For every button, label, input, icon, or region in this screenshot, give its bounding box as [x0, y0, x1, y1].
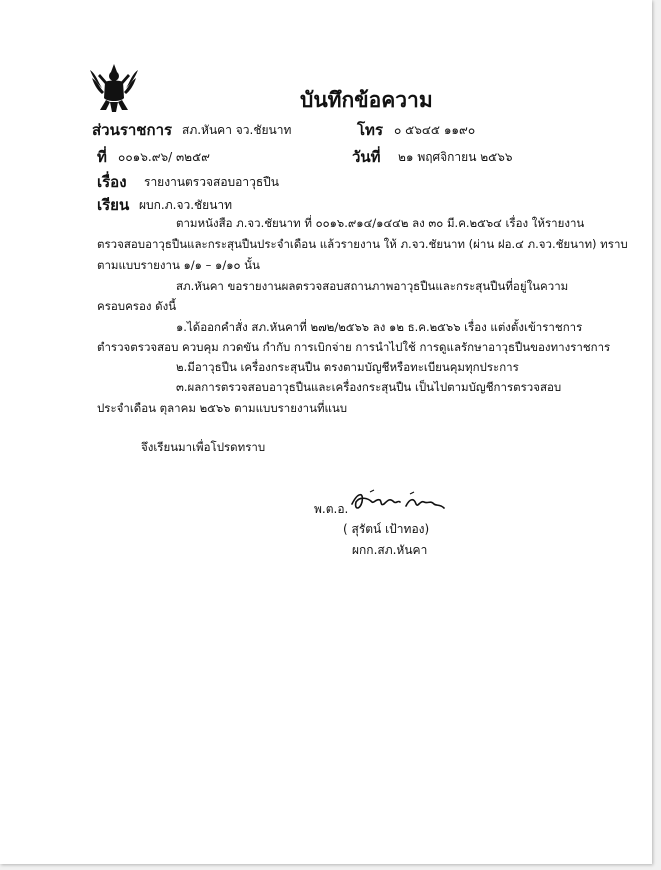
date-value: ๒๑ พฤศจิกายน ๒๕๖๖	[398, 150, 513, 164]
item-1-line-1: ๑.ได้ออกคำสั่ง สภ.หันคาที่ ๒๗๒/๒๕๖๖ ลง ๑๒ ธ.ค.๒๕๖๖ เรื่อง แต่งตั้งเข้าราชการ	[176, 320, 583, 334]
date-label: วันที่	[352, 148, 381, 166]
item-3-line-2: ประจำเดือน ตุลาคม ๒๕๖๖ ตามแบบรายงานที่แนบ	[97, 401, 348, 415]
handwritten-signature	[350, 488, 446, 518]
agency-label: ส่วนราชการ	[92, 121, 173, 139]
signature-rank: พ.ต.อ.	[314, 502, 349, 516]
memo-title: บันทึกข้อความ	[300, 88, 433, 112]
ref-label: ที่	[97, 148, 107, 166]
phone-value: ๐ ๕๖๔๕ ๑๑๙๐	[394, 123, 476, 137]
to-label: เรียน	[97, 196, 130, 214]
to-value: ผบก.ภ.จว.ชัยนาท	[139, 198, 233, 212]
item-1-line-2: ตำรวจตรวจสอบ ควบคุม กวดขัน กำกับ การเบิกจ่าย การนำไปใช้ การดูแลรักษาอาวุธปืนของทางราชการ	[97, 340, 611, 354]
item-2: ๒.มีอาวุธปืน เครื่องกระสุนปืน ตรงตามบัญชีหรือทะเบียนคุมทุกประการ	[176, 360, 519, 374]
agency-value: สภ.หันคา จว.ชัยนาท	[182, 123, 292, 137]
subject-value: รายงานตรวจสอบอาวุธปืน	[144, 175, 279, 189]
garuda-emblem	[88, 64, 140, 114]
paragraph-1-line-1: ตามหนังสือ ภ.จว.ชัยนาท ที่ ๐๐๑๖.๙๑๔/๑๔๔๒ ลง ๓๐ มี.ค.๒๕๖๔ เรื่อง ให้รายงาน	[176, 216, 585, 230]
paragraph-1-line-2: ตรวจสอบอาวุธปืนและกระสุนปืนประจำเดือน แล้วรายงาน ให้ ภ.จว.ชัยนาท (ผ่าน ฝอ.๔ ภ.จว.ชัยนาท) ทราบ	[97, 237, 628, 251]
subject-label: เรื่อง	[97, 173, 127, 191]
paragraph-1-line-3: ตามแบบรายงาน ๑/๑ – ๑/๑๐ นั้น	[97, 258, 260, 272]
phone-label: โทร	[357, 121, 384, 139]
paragraph-2-line-2: ครอบครอง ดังนี้	[97, 299, 177, 313]
signer-position: ผกก.สภ.หันคา	[352, 543, 428, 557]
item-3-line-1: ๓.ผลการตรวจสอบอาวุธปืนและเครื่องกระสุนปืน เป็นไปตามบัญชีการตรวจสอบ	[176, 380, 562, 394]
ref-value: ๐๐๑๖.๙๖/ ๓๒๕๙	[118, 150, 210, 164]
closing-line: จึงเรียนมาเพื่อโปรดทราบ	[141, 440, 266, 454]
paragraph-2-line-1: สภ.หันคา ขอรายงานผลตรวจสอบสถานภาพอาวุธปืนและกระสุนปืนที่อยู่ในความ	[176, 279, 569, 293]
signer-name: ( สุรัตน์ เป้าทอง)	[343, 522, 430, 536]
